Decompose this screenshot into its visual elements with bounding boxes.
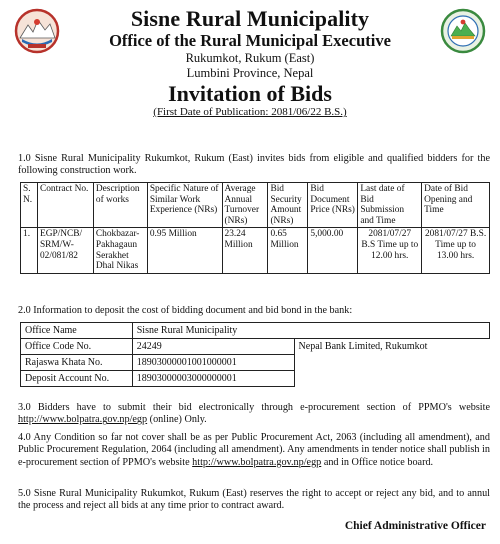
deposit-table [20, 322, 490, 387]
cell-experience: 0.95 Million [147, 228, 222, 273]
header-bid-security: Bid Security Amount (NRs) [268, 183, 308, 228]
deposit-value: 18903000003000000001 [132, 371, 294, 387]
bid-table [20, 182, 490, 274]
deposit-value: 18903000001001000001 [132, 355, 294, 371]
paragraph-3 [18, 402, 490, 427]
notice-header [70, 7, 430, 119]
signature-line: Chief Administrative Officer [344, 520, 486, 532]
address-line-2: Lumbini Province, Nepal [186, 66, 314, 80]
cell-opening: 2081/07/27 B.S. Time up to 13.00 hrs. [422, 228, 490, 273]
bank-name: Nepal Bank Limited, Rukumkot [294, 339, 489, 387]
address-line-1: Rukumkot, Rukum (East) [185, 51, 315, 65]
cell-submission: 2081/07/27 B.S Time up to 12.00 hrs. [358, 228, 422, 273]
paragraph-3-text: 3.0 Bidders have to submit their bid electronically through e-procurement section of PPMO's website [18, 402, 490, 413]
paragraph-4-text: 4.0 Any Condition so far not cover shall be as per Public Procurement Act, 2063 (including all amendment), and Public Procurement Regulation, 2064 (including all amendment). Any amendments in tender notice shall publish in e-procurement section of PPMO's website [18, 432, 490, 468]
paragraph-2: 2.0 Information to deposit the cost of bidding document and bid bond in the bank: [18, 305, 353, 316]
table-row [21, 339, 490, 355]
cell-bid-security: 0.65 Million [268, 228, 308, 273]
header-contract-no: Contract No. [37, 183, 93, 228]
header-opening: Date of Bid Opening and Time [422, 183, 490, 228]
header-description: Description of works [93, 183, 147, 228]
deposit-label: Office Name [21, 323, 133, 339]
office-subtitle: Office of the Rural Municipal Executive [109, 31, 391, 50]
table-row [21, 323, 490, 339]
deposit-value: Sisne Rural Municipality [132, 323, 489, 339]
paragraph-4-suffix: and in Office notice board. [321, 456, 434, 468]
deposit-label: Rajaswa Khata No. [21, 355, 133, 371]
header-doc-price: Bid Document Price (NRs) [308, 183, 358, 228]
bolpatra-link[interactable]: http://www.bolpatra.gov.np/egp [18, 414, 148, 426]
header-experience: Specific Nature of Similar Work Experience (NRs) [147, 183, 222, 228]
cell-description: Chokbazar- Pakhagaun Serakhet Dhal Nikas [93, 228, 147, 273]
header-turnover: Average Annual Turnover (NRs) [222, 183, 268, 228]
notice-title: Invitation of Bids [168, 81, 332, 106]
publication-date: (First Date of Publication: 2081/06/22 B.S.) [153, 106, 347, 118]
cell-turnover: 23.24 Million [222, 228, 268, 273]
nepal-emblem-logo [14, 8, 60, 54]
municipality-seal-logo [440, 8, 486, 54]
paragraph-4 [18, 432, 490, 469]
cell-contract-no: EGP/NCB/ SRM/W- 02/081/82 [37, 228, 93, 273]
paragraph-5: 5.0 Sisne Rural Municipality Rukumkot, Rukum (East) reserves the right to accept or reject any bid, and to annul the process and reject all bids at any time prior to contract award. [18, 488, 490, 512]
bolpatra-link[interactable]: http://www.bolpatra.gov.np/egp [192, 456, 322, 468]
table-row [21, 228, 490, 273]
cell-doc-price: 5,000.00 [308, 228, 358, 273]
bid-table-header-row [21, 183, 490, 228]
header-sn: S. N. [21, 183, 38, 228]
cell-sn: 1. [21, 228, 38, 273]
paragraph-1: 1.0 Sisne Rural Municipality Rukumkot, Rukum (East) invites bids from eligible and qualified bidders for the following construction work. [18, 153, 490, 177]
municipality-title: Sisne Rural Municipality [130, 6, 370, 31]
deposit-value: 24249 [132, 339, 294, 355]
deposit-label: Deposit Account No. [21, 371, 133, 387]
header-submission: Last date of Bid Submission and Time [358, 183, 422, 228]
paragraph-3-suffix: (online) Only. [147, 414, 207, 426]
deposit-label: Office Code No. [21, 339, 133, 355]
